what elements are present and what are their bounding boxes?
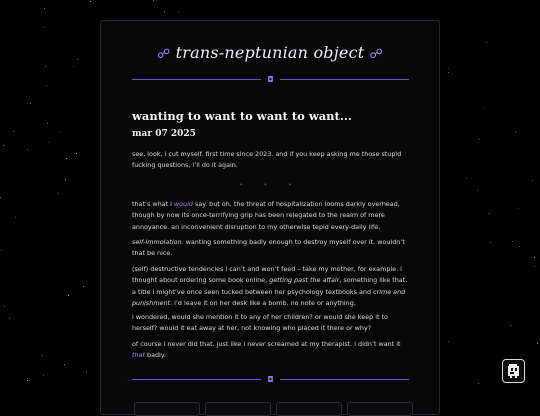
star <box>27 380 28 381</box>
star <box>1 250 2 251</box>
star <box>66 158 67 159</box>
star <box>537 343 538 344</box>
ghost-icon[interactable] <box>502 359 525 383</box>
star <box>510 325 511 326</box>
star <box>83 286 84 287</box>
top-divider <box>132 75 409 85</box>
bottom-divider <box>132 375 409 385</box>
ornament-icon: ◘ <box>267 75 274 84</box>
star <box>164 11 165 12</box>
star <box>483 107 484 108</box>
post-title[interactable]: wanting to want to want to want... <box>132 109 352 123</box>
star <box>3 145 4 146</box>
star <box>153 0 154 1</box>
post-paragraph-3: (self) destructive tendencies i can’t and won’t feed – take my mother, for example. i thought about ordering some book online, getting past the affair, something like that, a title i might’ve once seen tucked between her psychology textbooks and crime and punishment. i’d leave it on her desk like a bomb. no note or anything. <box>132 265 408 307</box>
footer-tab[interactable] <box>134 402 200 416</box>
star <box>73 66 74 67</box>
star <box>448 68 449 69</box>
post-paragraph-5: of course i never did that. just like i never screamed at my therapist. i didn’t want it that badly. <box>132 340 401 360</box>
star <box>44 8 45 9</box>
star <box>42 355 43 356</box>
star <box>519 246 520 247</box>
star <box>448 72 449 73</box>
star <box>9 318 10 319</box>
star <box>58 193 59 194</box>
link-icon: ☍ <box>156 47 171 62</box>
star <box>90 1 91 2</box>
star <box>515 131 516 132</box>
star <box>534 266 535 267</box>
star <box>478 383 479 384</box>
star <box>178 11 179 12</box>
footer-tab[interactable] <box>205 402 271 416</box>
star <box>534 257 535 258</box>
star <box>77 59 78 60</box>
star <box>86 372 87 373</box>
footer-tab[interactable] <box>276 402 342 416</box>
post-paragraph-1: that’s what i would say. but oh, the threat of hospitalization looms darkly overhead, though by now its once-terrifying grip has been relegated to the realm of mere annoyance. an inconvenient disruption to my otherwise tepid every-daily life. <box>132 200 400 231</box>
star <box>76 153 77 154</box>
footer-tab[interactable] <box>347 402 413 416</box>
blog-title[interactable] <box>101 43 439 62</box>
post-date: mar 07 2025 <box>132 129 196 139</box>
star <box>490 242 491 243</box>
star <box>512 241 513 242</box>
star <box>65 179 66 180</box>
post-paragraph-4: i wondered, would she mention it to any of her children? or would she keep it to herself? would it eat away at her, not knowing who placed it there or why? <box>132 313 388 333</box>
post-paragraph-2: self-immolation. wanting something badly enough to destroy myself over it. wouldn’t that be nice. <box>132 238 405 258</box>
star <box>486 42 487 43</box>
star <box>64 364 65 365</box>
star <box>448 341 449 342</box>
star <box>46 85 47 86</box>
star <box>15 217 16 218</box>
star <box>489 213 490 214</box>
star <box>532 180 533 181</box>
star <box>0 197 1 198</box>
star <box>48 142 49 143</box>
blog-title-text: trans-neptunian object <box>175 43 365 62</box>
star <box>43 375 44 376</box>
star <box>477 190 478 191</box>
star <box>4 306 5 307</box>
star <box>68 295 69 296</box>
star <box>60 132 61 133</box>
section-separator: • • • <box>239 181 301 189</box>
link-icon: ☍ <box>369 47 384 62</box>
star <box>45 66 46 67</box>
post-intro: see, look, i cut myself. first time since 2023. and if you keep asking me those stupid fucking questions, i’ll do it again. <box>132 150 402 170</box>
star <box>466 178 467 179</box>
ornament-icon: ◘ <box>267 375 274 384</box>
blog-panel <box>100 20 440 415</box>
star <box>47 123 48 124</box>
star <box>13 131 14 132</box>
star <box>44 27 45 28</box>
star <box>479 139 480 140</box>
star <box>30 103 31 104</box>
star <box>27 149 28 150</box>
star <box>518 208 519 209</box>
